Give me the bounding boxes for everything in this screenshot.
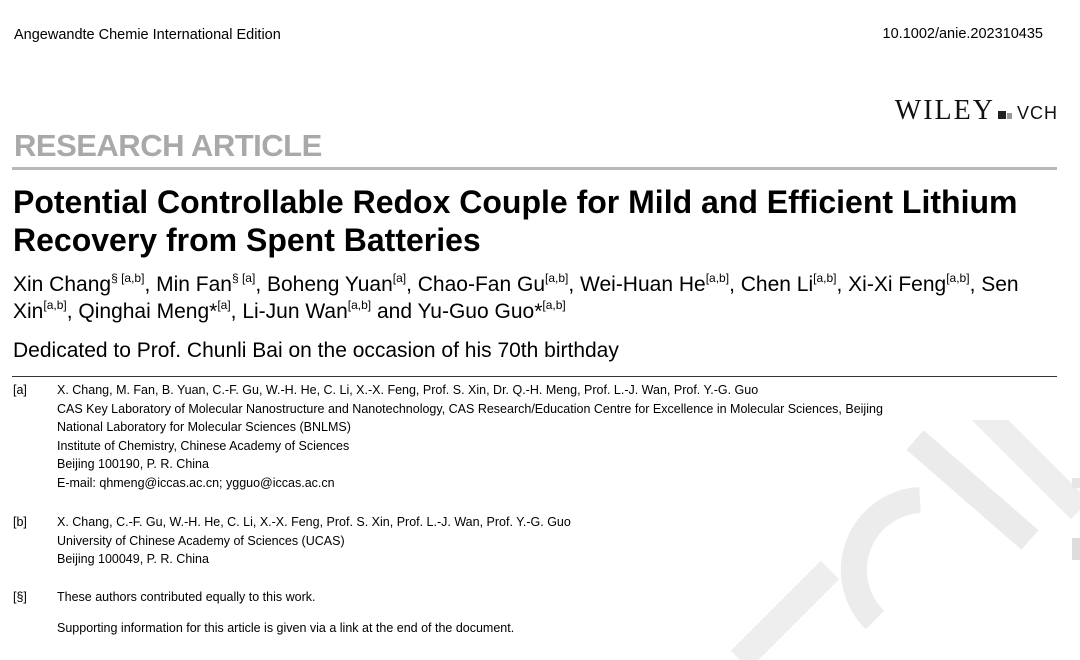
author-name: Sen Xin [13,273,1019,323]
author-separator: , [729,273,741,296]
author-name: Yu-Guo Guo* [417,300,543,323]
affiliation-line: X. Chang, M. Fan, B. Yuan, C.-F. Gu, W.-H. He, C. Li, X.-X. Feng, Prof. S. Xin, Dr. Q.-H. Meng, Prof. L.-J. Wan, Prof. Y.-G. Guo [57,383,759,397]
section-label: RESEARCH ARTICLE [14,128,322,163]
author-name: Boheng Yuan [267,273,393,296]
affiliation-line: Beijing 100190, P. R. China [57,457,209,471]
affiliation-email[interactable]: E-mail: qhmeng@iccas.ac.cn; ygguo@iccas.ac.cn [57,475,335,490]
publisher-logo-mark [998,111,1006,119]
author-separator: , [255,273,267,296]
author-separator: , [568,273,581,296]
affiliation-tag: [a] [13,383,27,397]
author-name: Qinghai Meng* [78,300,218,323]
affiliation-line: Institute of Chemistry, Chinese Academy of Sciences [57,438,350,453]
watermark-stroke [1072,478,1080,488]
author-name: Xin Chang [13,273,112,296]
dedication: Dedicated to Prof. Chunli Bai on the occasion of his 70th birthday [13,339,619,362]
author-affiliation-mark: [a,b] [542,298,566,312]
section-divider [12,167,1057,170]
article-title [13,183,1073,259]
watermark-stroke [854,500,920,620]
author-affiliation-mark: § [a,b] [111,271,145,285]
author-name: Chen Li [740,273,814,296]
watermark-stroke [915,440,1030,540]
author-name: Chao-Fan Gu [417,273,545,296]
author-affiliation-mark: [a] [217,298,231,312]
affiliation-line: CAS Key Laboratory of Molecular Nanostructure and Nanotechnology, CAS Research/Education Centre for Excellence in Molecular Sciences, Beijing [57,401,883,416]
supporting-info-note: Supporting information for this article is given via a link at the end of the document. [57,621,515,635]
affiliation-tag: [§] [13,590,27,604]
author-name: Li-Jun Wan [242,300,348,323]
article-title-line: Potential Controllable Redox Couple for Mild and Efficient Lithium [13,184,1018,220]
author-affiliation-mark: [a,b] [946,271,970,285]
author-separator: , [66,300,79,323]
affiliation-a [57,381,883,492]
author-name: Wei-Huan He [580,273,706,296]
article-title-line: Recovery from Spent Batteries [13,222,481,258]
affiliation-line: X. Chang, C.-F. Gu, W.-H. He, C. Li, X.-X. Feng, Prof. S. Xin, Prof. L.-J. Wan, Prof. Y.-G. Guo [57,515,571,529]
publisher-logo-word: WILEY [894,95,995,126]
affiliation-b [57,513,571,569]
author-affiliation-mark: [a,b] [705,271,730,285]
author-affiliation-mark: [a,b] [347,298,372,312]
author-affiliation-mark: [a] [392,271,407,285]
author-separator: , [144,273,157,296]
doi[interactable]: 10.1002/anie.202310435 [882,26,1043,42]
affiliations-divider [12,376,1057,377]
affiliation-line: National Laboratory for Molecular Sciences (BNLMS) [57,420,351,434]
author-name: Xi-Xi Feng [848,273,947,296]
watermark-stroke [980,420,1080,510]
author-separator: , [406,273,418,296]
affiliation-line: These authors contributed equally to this work. [57,590,316,604]
author-separator: and [371,300,418,323]
affiliation-line: University of Chinese Academy of Sciences (UCAS) [57,533,345,548]
author-affiliation-mark: § [a] [231,271,256,285]
publisher-logo [895,95,1058,127]
affiliation-line: Beijing 100049, P. R. China [57,552,209,566]
affiliation-tag: [b] [13,515,27,529]
journal-name: Angewandte Chemie International Edition [14,27,281,43]
watermark-stroke [1072,538,1080,560]
author-separator: , [969,273,982,296]
author-affiliation-mark: [a,b] [43,298,67,312]
author-affiliation-mark: [a,b] [545,271,569,285]
author-separator: , [230,300,243,323]
equal-contribution-note [57,588,315,607]
author-affiliation-mark: [a,b] [813,271,837,285]
author-name: Min Fan [156,273,232,296]
watermark-stroke [740,570,830,660]
author-list [13,271,1063,325]
publisher-logo-suffix: VCH [1016,103,1058,123]
author-separator: , [836,273,849,296]
